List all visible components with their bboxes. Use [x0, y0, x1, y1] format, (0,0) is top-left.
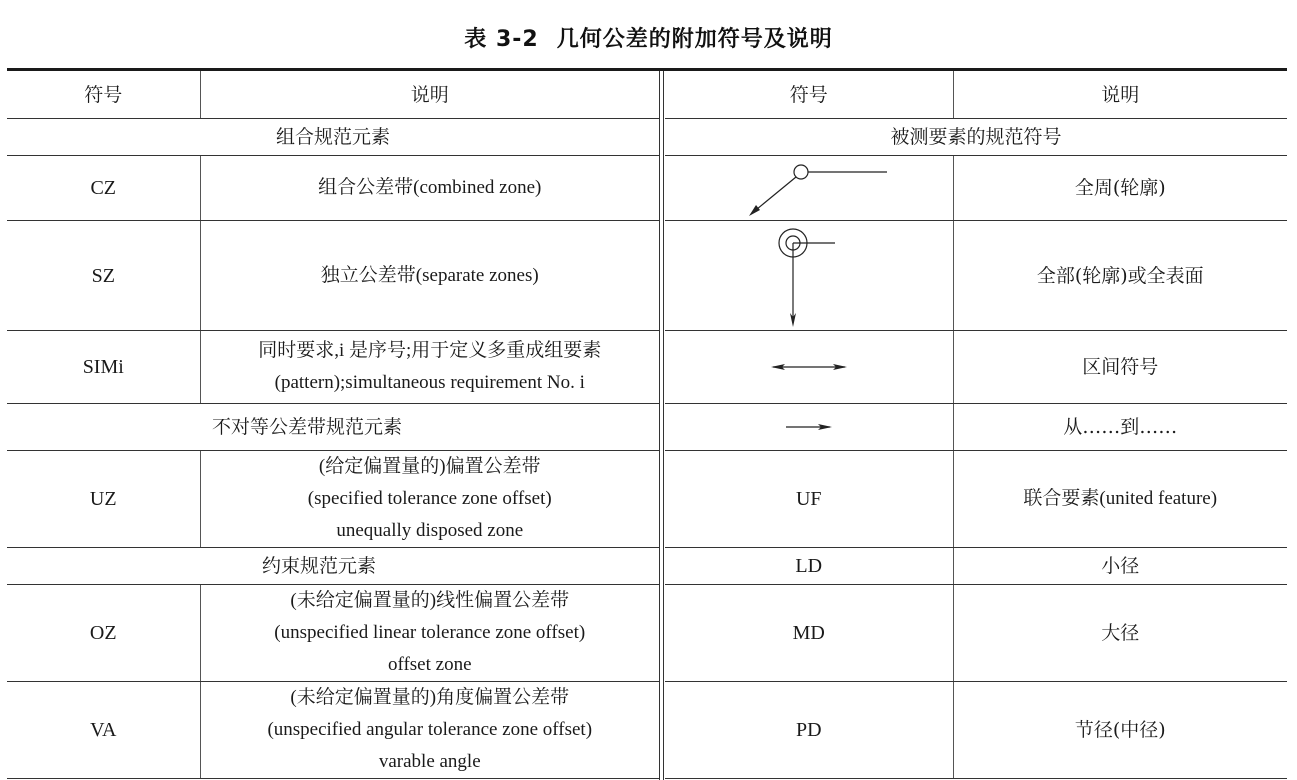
description-cell — [200, 585, 659, 682]
description-line: 同时要求,i 是序号;用于定义多重成组要素 — [258, 340, 602, 361]
description-cell: 从……到…… — [953, 404, 1287, 451]
table-number: 表 3-2 — [464, 27, 539, 52]
left-table — [7, 71, 659, 779]
from-to-arrow-icon — [784, 421, 834, 433]
symbol-cell: OZ — [7, 585, 200, 682]
table-row — [665, 404, 1287, 451]
section-heading: 约束规范元素 — [7, 548, 659, 585]
table-row — [665, 682, 1287, 779]
symbol-cell: UZ — [7, 451, 200, 548]
table-row — [7, 451, 659, 548]
column-header-description: 说明 — [953, 71, 1287, 119]
symbol-cell: LD — [665, 548, 953, 585]
table-row — [665, 451, 1287, 548]
column-header-symbol: 符号 — [665, 71, 953, 119]
symbol-cell — [665, 221, 953, 331]
symbol-cell — [665, 156, 953, 221]
description-line: (给定偏置量的)偏置公差带 — [318, 456, 541, 477]
symbol-cell: MD — [665, 585, 953, 682]
section-heading: 不对等公差带规范元素 — [7, 404, 659, 451]
table-caption — [0, 22, 1297, 53]
double-rule-right — [663, 71, 664, 780]
header-row — [7, 71, 659, 119]
symbol-cell: CZ — [7, 156, 200, 221]
table-row — [7, 682, 659, 779]
right-table — [665, 71, 1287, 779]
symbol-cell: PD — [665, 682, 953, 779]
description-cell — [200, 682, 659, 779]
description-line: (未给定偏置量的)线性偏置公差带 — [290, 590, 570, 611]
symbol-cell: SZ — [7, 221, 200, 331]
section-heading: 被测要素的规范符号 — [665, 119, 1287, 156]
table-row — [665, 221, 1287, 331]
table-row — [7, 331, 659, 404]
double-rule-left — [659, 71, 660, 780]
section-heading-row — [7, 404, 659, 451]
symbol-cell: UF — [665, 451, 953, 548]
symbol-cell: VA — [7, 682, 200, 779]
description-line: (unspecified angular tolerance zone offset) — [267, 719, 593, 740]
description-cell: 独立公差带(separate zones) — [200, 221, 659, 331]
column-header-symbol: 符号 — [7, 71, 200, 119]
table-row — [665, 548, 1287, 585]
description-cell: 全周(轮廓) — [953, 156, 1287, 221]
description-cell: 区间符号 — [953, 331, 1287, 404]
description-cell: 全部(轮廓)或全表面 — [953, 221, 1287, 331]
description-cell: 节径(中径) — [953, 682, 1287, 779]
table-row — [7, 221, 659, 331]
description-line: unequally disposed zone — [336, 520, 524, 541]
header-row — [665, 71, 1287, 119]
section-heading-row — [7, 119, 659, 156]
between-double-arrow-icon — [769, 361, 849, 373]
table-row — [7, 156, 659, 221]
table-row — [665, 331, 1287, 404]
all-around-icon — [729, 158, 889, 218]
description-cell — [200, 331, 659, 404]
description-cell: 组合公差带(combined zone) — [200, 156, 659, 221]
symbol-cell — [665, 331, 953, 404]
column-header-description: 说明 — [200, 71, 659, 119]
description-line: offset zone — [387, 654, 472, 675]
description-line: (未给定偏置量的)角度偏置公差带 — [290, 687, 570, 708]
symbol-cell: SIMi — [7, 331, 200, 404]
all-over-icon — [759, 223, 859, 329]
description-line: (specified tolerance zone offset) — [307, 488, 552, 509]
table-row — [7, 585, 659, 682]
description-cell: 联合要素(united feature) — [953, 451, 1287, 548]
description-cell: 大径 — [953, 585, 1287, 682]
description-line: varable angle — [378, 751, 481, 772]
description-cell: 小径 — [953, 548, 1287, 585]
description-line: (pattern);simultaneous requirement No. i — [274, 372, 585, 393]
section-heading-row — [665, 119, 1287, 156]
symbol-cell — [665, 404, 953, 451]
table-row — [665, 585, 1287, 682]
table-title: 几何公差的附加符号及说明 — [556, 27, 833, 52]
section-heading-row — [7, 548, 659, 585]
section-heading: 组合规范元素 — [7, 119, 659, 156]
description-line: (unspecified linear tolerance zone offset) — [274, 622, 586, 643]
description-cell — [200, 451, 659, 548]
table-row — [665, 156, 1287, 221]
